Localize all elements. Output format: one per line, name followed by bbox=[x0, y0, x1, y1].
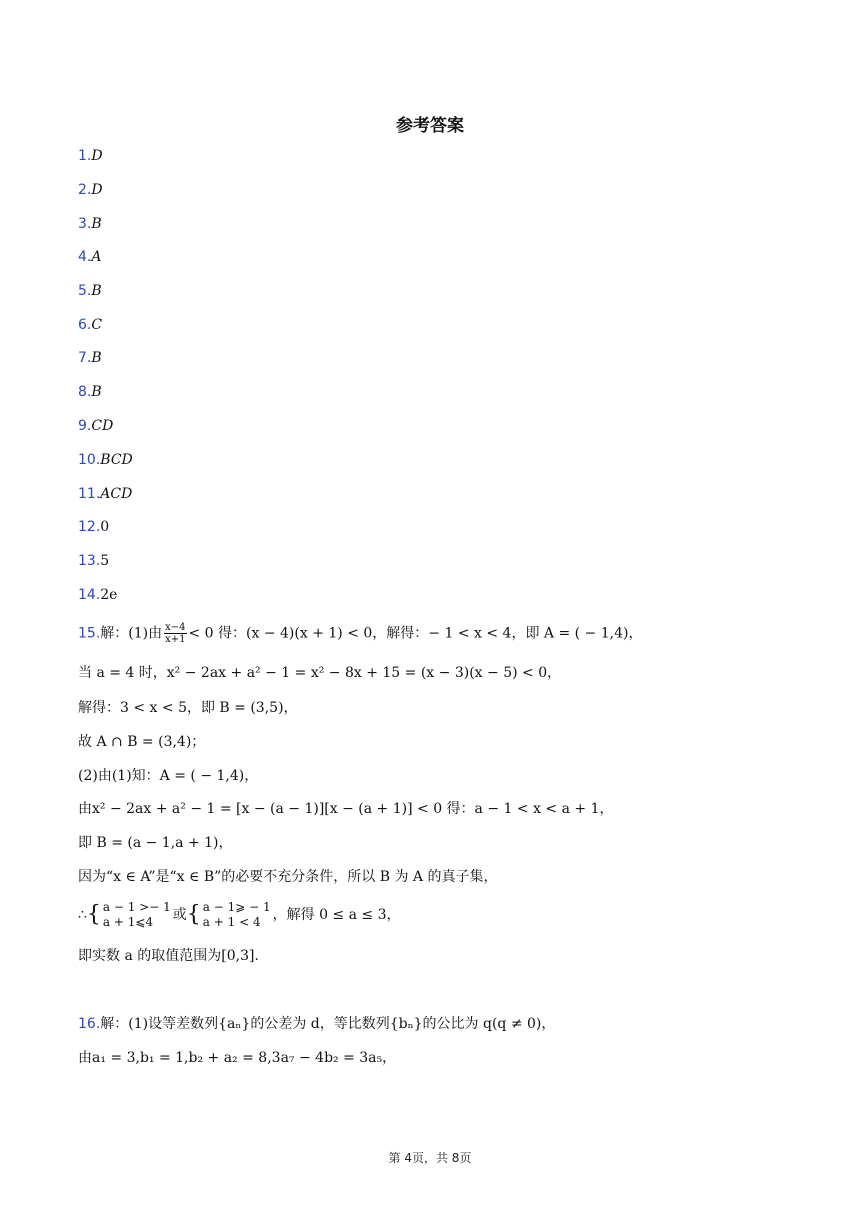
answer-number: 7. bbox=[78, 350, 92, 366]
answer-value: B bbox=[91, 216, 102, 232]
answer-value: BCD bbox=[100, 452, 133, 468]
answer-item bbox=[78, 282, 102, 300]
q15-line-10: 即实数 a 的取值范围为[0,3]. bbox=[78, 948, 259, 964]
brace-icon: { bbox=[86, 902, 101, 927]
answer-item bbox=[78, 383, 102, 401]
answer-number: 11. bbox=[78, 486, 101, 502]
q15-line-8: 因为“x ∈ A”是“x ∈ B”的必要不充分条件，所以 B 为 A 的真子集， bbox=[78, 869, 498, 885]
q15-text: 解：(1)由 bbox=[100, 625, 163, 642]
answer-item bbox=[78, 518, 109, 536]
answer-value: B bbox=[91, 384, 102, 400]
q15-line-3: 解得：3 < x < 5，即 B = (3,5)， bbox=[78, 700, 298, 716]
fraction bbox=[164, 622, 186, 645]
answer-number: 10. bbox=[78, 452, 101, 468]
page-title: 参考答案 bbox=[396, 116, 464, 136]
q15-line-9 bbox=[78, 900, 401, 930]
q16-line-1 bbox=[78, 1014, 555, 1034]
answer-item bbox=[78, 485, 132, 503]
answer-number: 15. bbox=[78, 625, 101, 642]
answer-item bbox=[78, 349, 102, 367]
answer-number: 9. bbox=[78, 418, 92, 434]
page-footer: 第 4页，共 8页 bbox=[388, 1151, 472, 1165]
answer-value: B bbox=[91, 350, 102, 366]
system-row: a − 1 >− 1 bbox=[102, 900, 171, 914]
answer-value: ACD bbox=[100, 486, 133, 502]
answer-item bbox=[78, 451, 133, 469]
fraction-numerator: x−4 bbox=[165, 622, 186, 633]
answer-value: CD bbox=[91, 418, 114, 434]
q15-line-5: (2)由(1)知：A = ( − 1,4)， bbox=[78, 768, 259, 784]
inequality-system bbox=[103, 900, 171, 930]
or-text: 或 bbox=[172, 907, 187, 923]
answer-number: 2. bbox=[78, 182, 92, 198]
answer-value: 5 bbox=[100, 553, 110, 569]
answer-item bbox=[78, 417, 113, 435]
q16-line-2: 由a₁ = 3,b₁ = 1,b₂ + a₂ = 8,3a₇ − 4b₂ = 3a₅， bbox=[78, 1050, 397, 1066]
inequality-system bbox=[203, 900, 271, 930]
answer-value: D bbox=[91, 148, 103, 164]
answer-item bbox=[78, 181, 103, 199]
brace-icon: { bbox=[186, 902, 201, 927]
answer-number: 5. bbox=[78, 283, 92, 299]
therefore-symbol: ∴ bbox=[78, 907, 87, 923]
answer-value: D bbox=[91, 182, 103, 198]
q15-line-6: 由x² − 2ax + a² − 1 = [x − (a − 1)][x − (a + 1)] < 0 得：a − 1 < x < a + 1， bbox=[78, 801, 614, 817]
answer-number: 16. bbox=[78, 1016, 101, 1032]
system-row: a − 1⩾ − 1 bbox=[202, 900, 271, 914]
q15-line-1 bbox=[78, 622, 642, 645]
fraction-denominator: x+1 bbox=[165, 634, 186, 645]
q15-line-4: 故 A ∩ B = (3,4)； bbox=[78, 734, 206, 750]
answer-item bbox=[78, 586, 117, 604]
answer-value: C bbox=[91, 317, 103, 333]
answer-number: 3. bbox=[78, 216, 92, 232]
answer-number: 4. bbox=[78, 249, 92, 265]
q15-line-2: 当 a = 4 时，x² − 2ax + a² − 1 = x² − 8x + 15 = (x − 3)(x − 5) < 0， bbox=[78, 665, 562, 681]
answer-item bbox=[78, 316, 102, 334]
answer-number: 1. bbox=[78, 148, 92, 164]
answer-number: 13. bbox=[78, 553, 101, 569]
q15-line-7: 即 B = (a − 1,a + 1)， bbox=[78, 835, 233, 851]
q16-text: 解：(1)设等差数列{aₙ}的公差为 d，等比数列{bₙ}的公比为 q(q ≠ 0)， bbox=[100, 1016, 556, 1032]
answer-item bbox=[78, 248, 101, 266]
answer-number: 12. bbox=[78, 519, 101, 535]
answer-value: A bbox=[91, 249, 102, 265]
answer-number: 6. bbox=[78, 317, 92, 333]
answer-number: 14. bbox=[78, 587, 101, 603]
answer-value: B bbox=[91, 283, 102, 299]
answer-item bbox=[78, 147, 103, 165]
system-row: a + 1 < 4 bbox=[202, 915, 261, 929]
q15-text: ，解得 0 ≤ a ≤ 3， bbox=[272, 907, 401, 923]
q15-text: < 0 得：(x − 4)(x + 1) < 0，解得：− 1 < x < 4，即 A = ( − 1,4)， bbox=[188, 625, 643, 642]
answer-item bbox=[78, 215, 102, 233]
system-row: a + 1⩽4 bbox=[102, 915, 154, 929]
answer-value: 0 bbox=[100, 519, 110, 535]
answer-number: 8. bbox=[78, 384, 92, 400]
answer-value: 2e bbox=[100, 587, 118, 603]
answer-item bbox=[78, 552, 109, 570]
